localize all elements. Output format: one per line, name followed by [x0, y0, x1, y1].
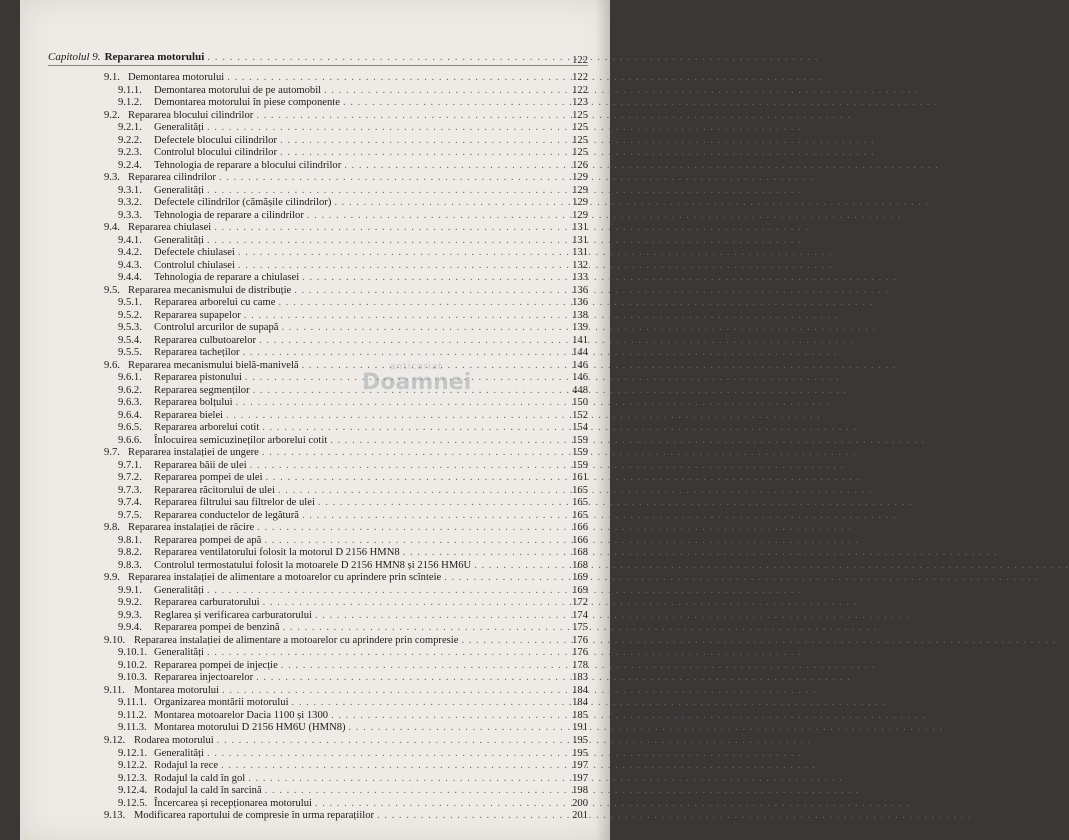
- toc-page-number: 136: [572, 297, 588, 309]
- toc-entry-number: 9.3.2.: [118, 197, 142, 209]
- toc-page-number: 144: [572, 347, 588, 359]
- toc-page-number: 131: [572, 222, 588, 234]
- dot-leader: [227, 72, 822, 84]
- toc-entry-number: 9.12.4.: [118, 785, 148, 796]
- toc-entry-number: 9.7.2.: [118, 472, 142, 484]
- toc-page-number: 195: [572, 747, 588, 759]
- toc-subsection-row: [118, 435, 588, 447]
- watermark-title: Doamnei: [362, 370, 472, 395]
- toc-entry-number: 9.1.1.: [118, 84, 142, 96]
- toc-subsection-row: [118, 335, 588, 347]
- toc-entry-number: 9.9.4.: [118, 622, 142, 634]
- toc-subsection-row: [118, 547, 588, 559]
- dot-leader: [244, 310, 839, 322]
- dot-leader: [330, 435, 925, 447]
- toc-entry-number: 9.11.1.: [118, 697, 147, 709]
- toc-entry-title: Generalități: [154, 747, 204, 759]
- toc-entry-title: Generalități: [154, 647, 204, 659]
- dot-leader: [377, 810, 972, 822]
- toc-section-row: [104, 447, 588, 459]
- toc-entry-number: 9.8.: [104, 522, 120, 534]
- toc-page-number: 152: [572, 409, 588, 421]
- toc-entry-number: 9.1.: [104, 72, 120, 83]
- toc-subsection-row: [118, 672, 588, 684]
- toc-entry-title: Repararea culbutoarelor: [154, 334, 257, 346]
- toc-page-number: 166: [572, 522, 588, 534]
- toc-page-number: 169: [572, 572, 588, 584]
- toc-entry-title: Repararea filtrului sau filtrelor de ulei: [154, 497, 315, 509]
- toc-entry-number: 9.7.5.: [118, 509, 142, 521]
- toc-subsection-row: [118, 310, 588, 322]
- toc-entry-title: Repararea segmenților: [154, 384, 250, 396]
- toc-page-number: 125: [572, 147, 588, 159]
- toc-entry-title: Repararea injectoarelor: [154, 672, 254, 684]
- toc-subsection-row: [118, 510, 588, 522]
- toc-entry-number: 9.11.: [104, 684, 125, 696]
- dot-leader: [207, 51, 818, 63]
- toc-entry-title: Repararea supapelor: [154, 309, 241, 321]
- toc-entry-number: 9.5.1.: [118, 297, 142, 309]
- toc-entry-number: 9.2.: [104, 109, 120, 121]
- toc-page-number: 129: [572, 184, 588, 196]
- toc-page-number: 139: [572, 322, 588, 334]
- dot-leader: [207, 647, 802, 659]
- dot-leader: [315, 798, 910, 810]
- toc-entry-number: 9.6.1.: [118, 372, 142, 384]
- dot-leader: [315, 610, 910, 622]
- toc-entry-number: 9.5.5.: [118, 347, 142, 359]
- toc-entry-number: 9.6.2.: [118, 384, 142, 396]
- toc-page-number: 146: [572, 359, 588, 371]
- toc-entry-number: 9.3.3.: [118, 209, 142, 221]
- toc-entry-title: Tehnologia de reparare a cilindrilor: [154, 209, 304, 221]
- toc-subsection-row: [118, 472, 588, 484]
- toc-entry-title: Organizarea montării motorului: [154, 697, 289, 709]
- dot-leader: [318, 497, 913, 509]
- toc-entry-title: Rodajul la rece: [154, 760, 219, 771]
- toc-section-row: [104, 735, 588, 747]
- toc-section-row: [104, 810, 588, 822]
- dot-leader: [236, 397, 831, 409]
- toc-entry-title: Repararea pompei de ulei: [154, 472, 263, 484]
- toc-entry-title: Repararea bolțului: [154, 397, 233, 409]
- toc-subsection-row: [118, 535, 588, 547]
- toc-page-number: 125: [572, 122, 588, 133]
- toc-entry-title: Repararea instalației de alimentare a motoarelor cu aprindere prin scînteie: [128, 572, 442, 584]
- toc-page-number: 125: [572, 134, 588, 146]
- toc-entry-title: Generalități: [154, 184, 204, 196]
- toc-entry-title: Rodajul la cald în sarcină: [154, 785, 262, 796]
- toc-page-number: 132: [572, 259, 588, 271]
- toc-entry-number: 9.4.1.: [118, 234, 142, 246]
- dot-leader: [344, 160, 939, 172]
- toc-entry-title: Demontarea motorului: [128, 72, 225, 83]
- dot-leader: [207, 122, 802, 134]
- toc-entry-title: Repararea mecanismului de distribuție: [128, 284, 292, 296]
- chapter-divider-line: [48, 65, 588, 66]
- dot-leader: [219, 172, 814, 184]
- toc-subsection-row: [118, 560, 588, 572]
- toc-subsection-row: [118, 485, 588, 497]
- dot-leader: [238, 260, 833, 272]
- toc-entry-number: 9.12.1.: [118, 747, 148, 759]
- toc-entry-number: 9.8.1.: [118, 534, 142, 546]
- toc-entry-number: 9.11.2.: [118, 709, 147, 721]
- toc-subsection-row: [118, 235, 588, 247]
- toc-subsection-row: [118, 798, 588, 810]
- toc-page-number: 165: [572, 497, 588, 509]
- toc-section-row: [104, 572, 588, 584]
- toc-subsection-row: [118, 660, 588, 672]
- toc-entry-title: Încercarea și recepționarea motorului: [154, 797, 312, 809]
- toc-page-number: 172: [572, 597, 588, 609]
- toc-entry-title: Repararea instalației de răcire: [128, 522, 255, 534]
- toc-entry-title: Rodajul la cald în gol: [154, 772, 246, 784]
- toc-page-number: 168: [572, 547, 588, 559]
- toc-entry-number: 9.2.1.: [118, 122, 142, 133]
- toc-entry-title: Repararea instalației de alimentare a motoarelor cu aprindere prin compresie: [134, 634, 459, 646]
- toc-entry-number: 9.9.: [104, 572, 120, 584]
- toc-entry-title: Defectele blocului cilindrilor: [154, 134, 277, 146]
- toc-subsection-row: [118, 647, 588, 659]
- toc-page-number: 197: [572, 760, 588, 771]
- toc-entry-title: Controlul chiulasei: [154, 259, 235, 271]
- toc-entry-number: 9.12.5.: [118, 797, 148, 809]
- toc-entry-number: 9.10.3.: [118, 672, 148, 684]
- toc-page-number: 141: [572, 334, 588, 346]
- toc-entry-title: Montarea motorului: [134, 684, 220, 696]
- dot-leader: [245, 372, 840, 384]
- toc-subsection-row: [118, 622, 588, 634]
- toc-subsection-row: [118, 585, 588, 597]
- toc-entry-title: Rodarea motorului: [134, 734, 214, 746]
- dot-leader: [444, 572, 1039, 584]
- toc-section-row: [104, 685, 588, 697]
- chapter-title: Repararea motorului: [104, 51, 205, 63]
- toc-entry-number: 9.5.2.: [118, 309, 142, 321]
- toc-entry-number: 9.5.3.: [118, 322, 142, 334]
- toc-entry-number: 9.6.4.: [118, 409, 142, 421]
- toc-entry-title: Repararea arborelui cotit: [154, 422, 260, 434]
- toc-entry-title: Demontarea motorului în piese componente: [154, 97, 340, 108]
- toc-page-number: 136: [572, 284, 588, 296]
- toc-page-number: 126: [572, 159, 588, 171]
- toc-section-row: [104, 522, 588, 534]
- dot-leader: [259, 335, 854, 347]
- toc-page-number: 178: [572, 659, 588, 671]
- toc-entry-title: Repararea arborelui cu came: [154, 297, 276, 309]
- toc-subsection-row: [118, 347, 588, 359]
- dot-leader: [349, 722, 944, 734]
- toc-subsection-row: [118, 297, 588, 309]
- toc-page-number: 131: [572, 247, 588, 259]
- dot-leader: [257, 522, 852, 534]
- toc-entry-number: 9.10.: [104, 634, 126, 646]
- toc-entry-number: 9.12.3.: [118, 772, 148, 784]
- toc-section-row: [104, 285, 588, 297]
- toc-entry-number: 9.5.4.: [118, 334, 142, 346]
- dot-leader: [294, 285, 889, 297]
- toc-entry-title: Repararea ventilatorului folosit la motorul D 2156 HMN8: [154, 547, 400, 559]
- toc-entry-title: Repararea pompei de benzină: [154, 622, 280, 634]
- toc-entry-number: 9.6.: [104, 359, 120, 371]
- toc-entry-title: Repararea pistonului: [154, 372, 242, 384]
- toc-entry-title: Repararea bielei: [154, 409, 224, 421]
- toc-section-row: [104, 635, 588, 647]
- toc-page-number: 166: [572, 534, 588, 546]
- toc-page-number: 200: [572, 797, 588, 809]
- toc-subsection-row: [118, 497, 588, 509]
- toc-subsection-row: [118, 85, 588, 97]
- toc-page-number: 138: [572, 309, 588, 321]
- toc-entry-number: 9.7.: [104, 447, 120, 459]
- toc-entry-number: 9.9.3.: [118, 609, 142, 621]
- chapter-heading: [48, 51, 588, 63]
- toc-subsection-row: [118, 260, 588, 272]
- toc-subsection-row: [118, 135, 588, 147]
- dot-leader: [403, 547, 998, 559]
- book-page: [20, 0, 610, 840]
- toc-entry-number: 9.8.3.: [118, 559, 142, 571]
- toc-subsection-row: [118, 122, 588, 134]
- toc-entry-number: 9.4.4.: [118, 272, 142, 284]
- toc-subsection-row: [118, 785, 588, 797]
- toc-entry-number: 9.10.1.: [118, 647, 148, 659]
- toc-section-row: [104, 360, 588, 372]
- toc-entry-number: 9.6.6.: [118, 434, 142, 446]
- dot-leader: [253, 385, 848, 397]
- toc-entry-number: 9.2.2.: [118, 134, 142, 146]
- toc-subsection-row: [118, 773, 588, 785]
- dot-leader: [250, 460, 845, 472]
- dot-leader: [256, 110, 851, 122]
- toc-entry-number: 9.12.2.: [118, 760, 148, 771]
- toc-entry-title: Repararea blocului cilindrilor: [128, 109, 254, 121]
- toc-entry-number: 9.11.3.: [118, 722, 147, 734]
- toc-entry-number: 9.9.1.: [118, 584, 142, 596]
- dot-leader: [226, 410, 821, 422]
- dot-leader: [222, 685, 817, 697]
- toc-page-number: 198: [572, 785, 588, 796]
- toc-page-number: 123: [572, 97, 588, 108]
- toc-page-number: 129: [572, 197, 588, 209]
- toc-page-number: 183: [572, 672, 588, 684]
- dot-leader: [238, 247, 833, 259]
- toc-page-number: 174: [572, 609, 588, 621]
- dot-leader: [217, 735, 812, 747]
- toc-entry-number: 9.6.5.: [118, 422, 142, 434]
- dot-leader: [331, 710, 926, 722]
- toc-entry-title: Generalități: [154, 122, 204, 133]
- toc-subsection-row: [118, 247, 588, 259]
- dot-leader: [334, 197, 929, 209]
- toc-page-number: 195: [572, 734, 588, 746]
- toc-page-number: 201: [572, 810, 588, 821]
- page-edge-shadow: [596, 0, 610, 840]
- toc-page-number: 176: [572, 647, 588, 659]
- toc-entry-title: Generalități: [154, 234, 204, 246]
- toc-entry-number: 9.12.: [104, 734, 126, 746]
- toc-page-number: 129: [572, 209, 588, 221]
- toc-entry-title: Reglarea și verificarea carburatorului: [154, 609, 312, 621]
- toc-subsection-row: [118, 760, 588, 772]
- toc-entry-number: 9.10.2.: [118, 659, 148, 671]
- toc-page-number: 176: [572, 634, 588, 646]
- chapter-number: Capitolul 9.: [48, 51, 101, 63]
- toc-page-number: 129: [572, 172, 588, 184]
- toc-entry-number: 9.8.2.: [118, 547, 142, 559]
- toc-entry-title: Repararea conductelor de legătură: [154, 509, 299, 521]
- toc-page-number: 184: [572, 684, 588, 696]
- toc-subsection-row: [118, 147, 588, 159]
- dot-leader: [207, 748, 802, 760]
- toc-page-number: 122: [572, 84, 588, 96]
- dot-leader: [256, 672, 851, 684]
- toc-entry-number: 9.7.4.: [118, 497, 142, 509]
- toc-entry-title: Controlul termostatului folosit la motoarele D 2156 HMN8 și 2156 HM6U: [154, 559, 472, 571]
- toc-entry-title: Modificarea raportului de compresie în urma reparațiilor: [134, 810, 375, 821]
- toc-entry-number: 9.2.4.: [118, 159, 142, 171]
- toc-entry-title: Repararea chiulasei: [128, 222, 212, 234]
- toc-subsection-row: [118, 597, 588, 609]
- toc-entry-title: Controlul blocului cilindrilor: [154, 147, 277, 159]
- toc-subsection-row: [118, 748, 588, 760]
- toc-page-number: 133: [572, 272, 588, 284]
- toc-subsection-row: [118, 210, 588, 222]
- toc-subsection-row: [118, 610, 588, 622]
- toc-entry-number: 9.4.2.: [118, 247, 142, 259]
- toc-page-number: 448: [572, 384, 588, 396]
- dot-leader: [248, 773, 843, 785]
- toc-subsection-row: [118, 322, 588, 334]
- toc-page-number: 122: [572, 72, 588, 83]
- toc-entry-title: Repararea tacheților: [154, 347, 240, 359]
- toc-section-row: [104, 110, 588, 122]
- dot-leader: [461, 635, 1056, 647]
- dot-leader: [207, 585, 802, 597]
- toc-entry-number: 9.9.2.: [118, 597, 142, 609]
- toc-subsection-row: [118, 697, 588, 709]
- toc-subsection-row: [118, 460, 588, 472]
- toc-entry-number: 9.6.3.: [118, 397, 142, 409]
- toc-page-number: 184: [572, 697, 588, 709]
- dot-leader: [243, 347, 838, 359]
- toc-entry-number: 9.13.: [104, 810, 126, 821]
- chapter-page-number: 122: [572, 55, 588, 66]
- toc-entry-title: Defectele cilindrilor (cămășile cilindrilor): [154, 197, 332, 209]
- toc-entry-number: 9.4.: [104, 222, 120, 234]
- toc-page-number: 161: [572, 472, 588, 484]
- toc-entry-number: 9.1.2.: [118, 97, 142, 108]
- toc-page-number: 159: [572, 459, 588, 471]
- toc-entry-number: 9.7.3.: [118, 484, 142, 496]
- toc-entry-title: Generalități: [154, 584, 204, 596]
- toc-entry-title: Repararea carburatorului: [154, 597, 260, 609]
- toc-subsection-row: [118, 710, 588, 722]
- toc-entry-title: Montarea motoarelor Dacia 1100 și 1300: [154, 709, 329, 721]
- dot-leader: [324, 85, 919, 97]
- toc-page-number: 159: [572, 434, 588, 446]
- toc-entry-title: Repararea pompei de injecție: [154, 659, 278, 671]
- toc-page-number: 191: [572, 722, 588, 734]
- toc-subsection-row: [118, 160, 588, 172]
- watermark-subtitle: anticariat: [390, 362, 443, 372]
- toc-entry-title: Repararea cilindrilor: [128, 172, 216, 184]
- toc-entry-number: 9.3.: [104, 172, 120, 184]
- toc-entry-title: Repararea instalației de ungere: [128, 447, 259, 459]
- toc-page-number: 150: [572, 397, 588, 409]
- toc-entry-title: Tehnologia de reparare a blocului cilindrilor: [154, 159, 342, 171]
- toc-page-number: 146: [572, 372, 588, 384]
- table-of-contents: [20, 0, 610, 840]
- toc-page-number: 169: [572, 584, 588, 596]
- toc-page-number: 159: [572, 447, 588, 459]
- dot-leader: [221, 760, 816, 772]
- toc-page-number: 131: [572, 234, 588, 246]
- toc-entry-title: Defectele chiulasei: [154, 247, 235, 259]
- toc-entry-number: 9.3.1.: [118, 184, 142, 196]
- toc-section-row: [104, 72, 588, 84]
- dot-leader: [292, 697, 887, 709]
- toc-subsection-row: [118, 272, 588, 284]
- toc-entry-number: 9.4.3.: [118, 259, 142, 271]
- toc-entry-title: Repararea băii de ulei: [154, 459, 247, 471]
- toc-page-number: 168: [572, 559, 588, 571]
- watermark-logo: [350, 362, 500, 432]
- toc-entry-title: Tehnologia de reparare a chiulasei: [154, 272, 300, 284]
- toc-page-number: 165: [572, 509, 588, 521]
- toc-page-number: 197: [572, 772, 588, 784]
- toc-subsection-row: [118, 185, 588, 197]
- toc-entry-title: Repararea pompei de apă: [154, 534, 262, 546]
- toc-page-number: 185: [572, 709, 588, 721]
- toc-subsection-row: [118, 722, 588, 734]
- toc-page-number: 175: [572, 622, 588, 634]
- toc-entry-title: Înlocuirea semicuzineților arborelui cotit: [154, 434, 328, 446]
- dot-leader: [214, 222, 809, 234]
- toc-entry-number: 9.7.1.: [118, 459, 142, 471]
- toc-section-row: [104, 172, 588, 184]
- toc-subsection-row: [118, 197, 588, 209]
- toc-entry-number: 9.2.3.: [118, 147, 142, 159]
- toc-entry-title: Montarea motorului D 2156 HM6U (HMN8): [154, 722, 346, 734]
- toc-entry-title: Controlul arcurilor de supapă: [154, 322, 279, 334]
- toc-entry-title: Demontarea motorului de pe automobil: [154, 84, 322, 96]
- toc-page-number: 125: [572, 109, 588, 121]
- dot-leader: [207, 185, 802, 197]
- toc-entry-title: Repararea mecanismului bielă-manivelă: [128, 359, 299, 371]
- toc-section-row: [104, 222, 588, 234]
- toc-page-number: 154: [572, 422, 588, 434]
- toc-subsection-row: [118, 97, 588, 109]
- toc-entry-title: Repararea răcitorului de ulei: [154, 484, 275, 496]
- dot-leader: [343, 97, 938, 109]
- dot-leader: [207, 235, 802, 247]
- toc-entry-number: 9.5.: [104, 284, 120, 296]
- toc-page-number: 165: [572, 484, 588, 496]
